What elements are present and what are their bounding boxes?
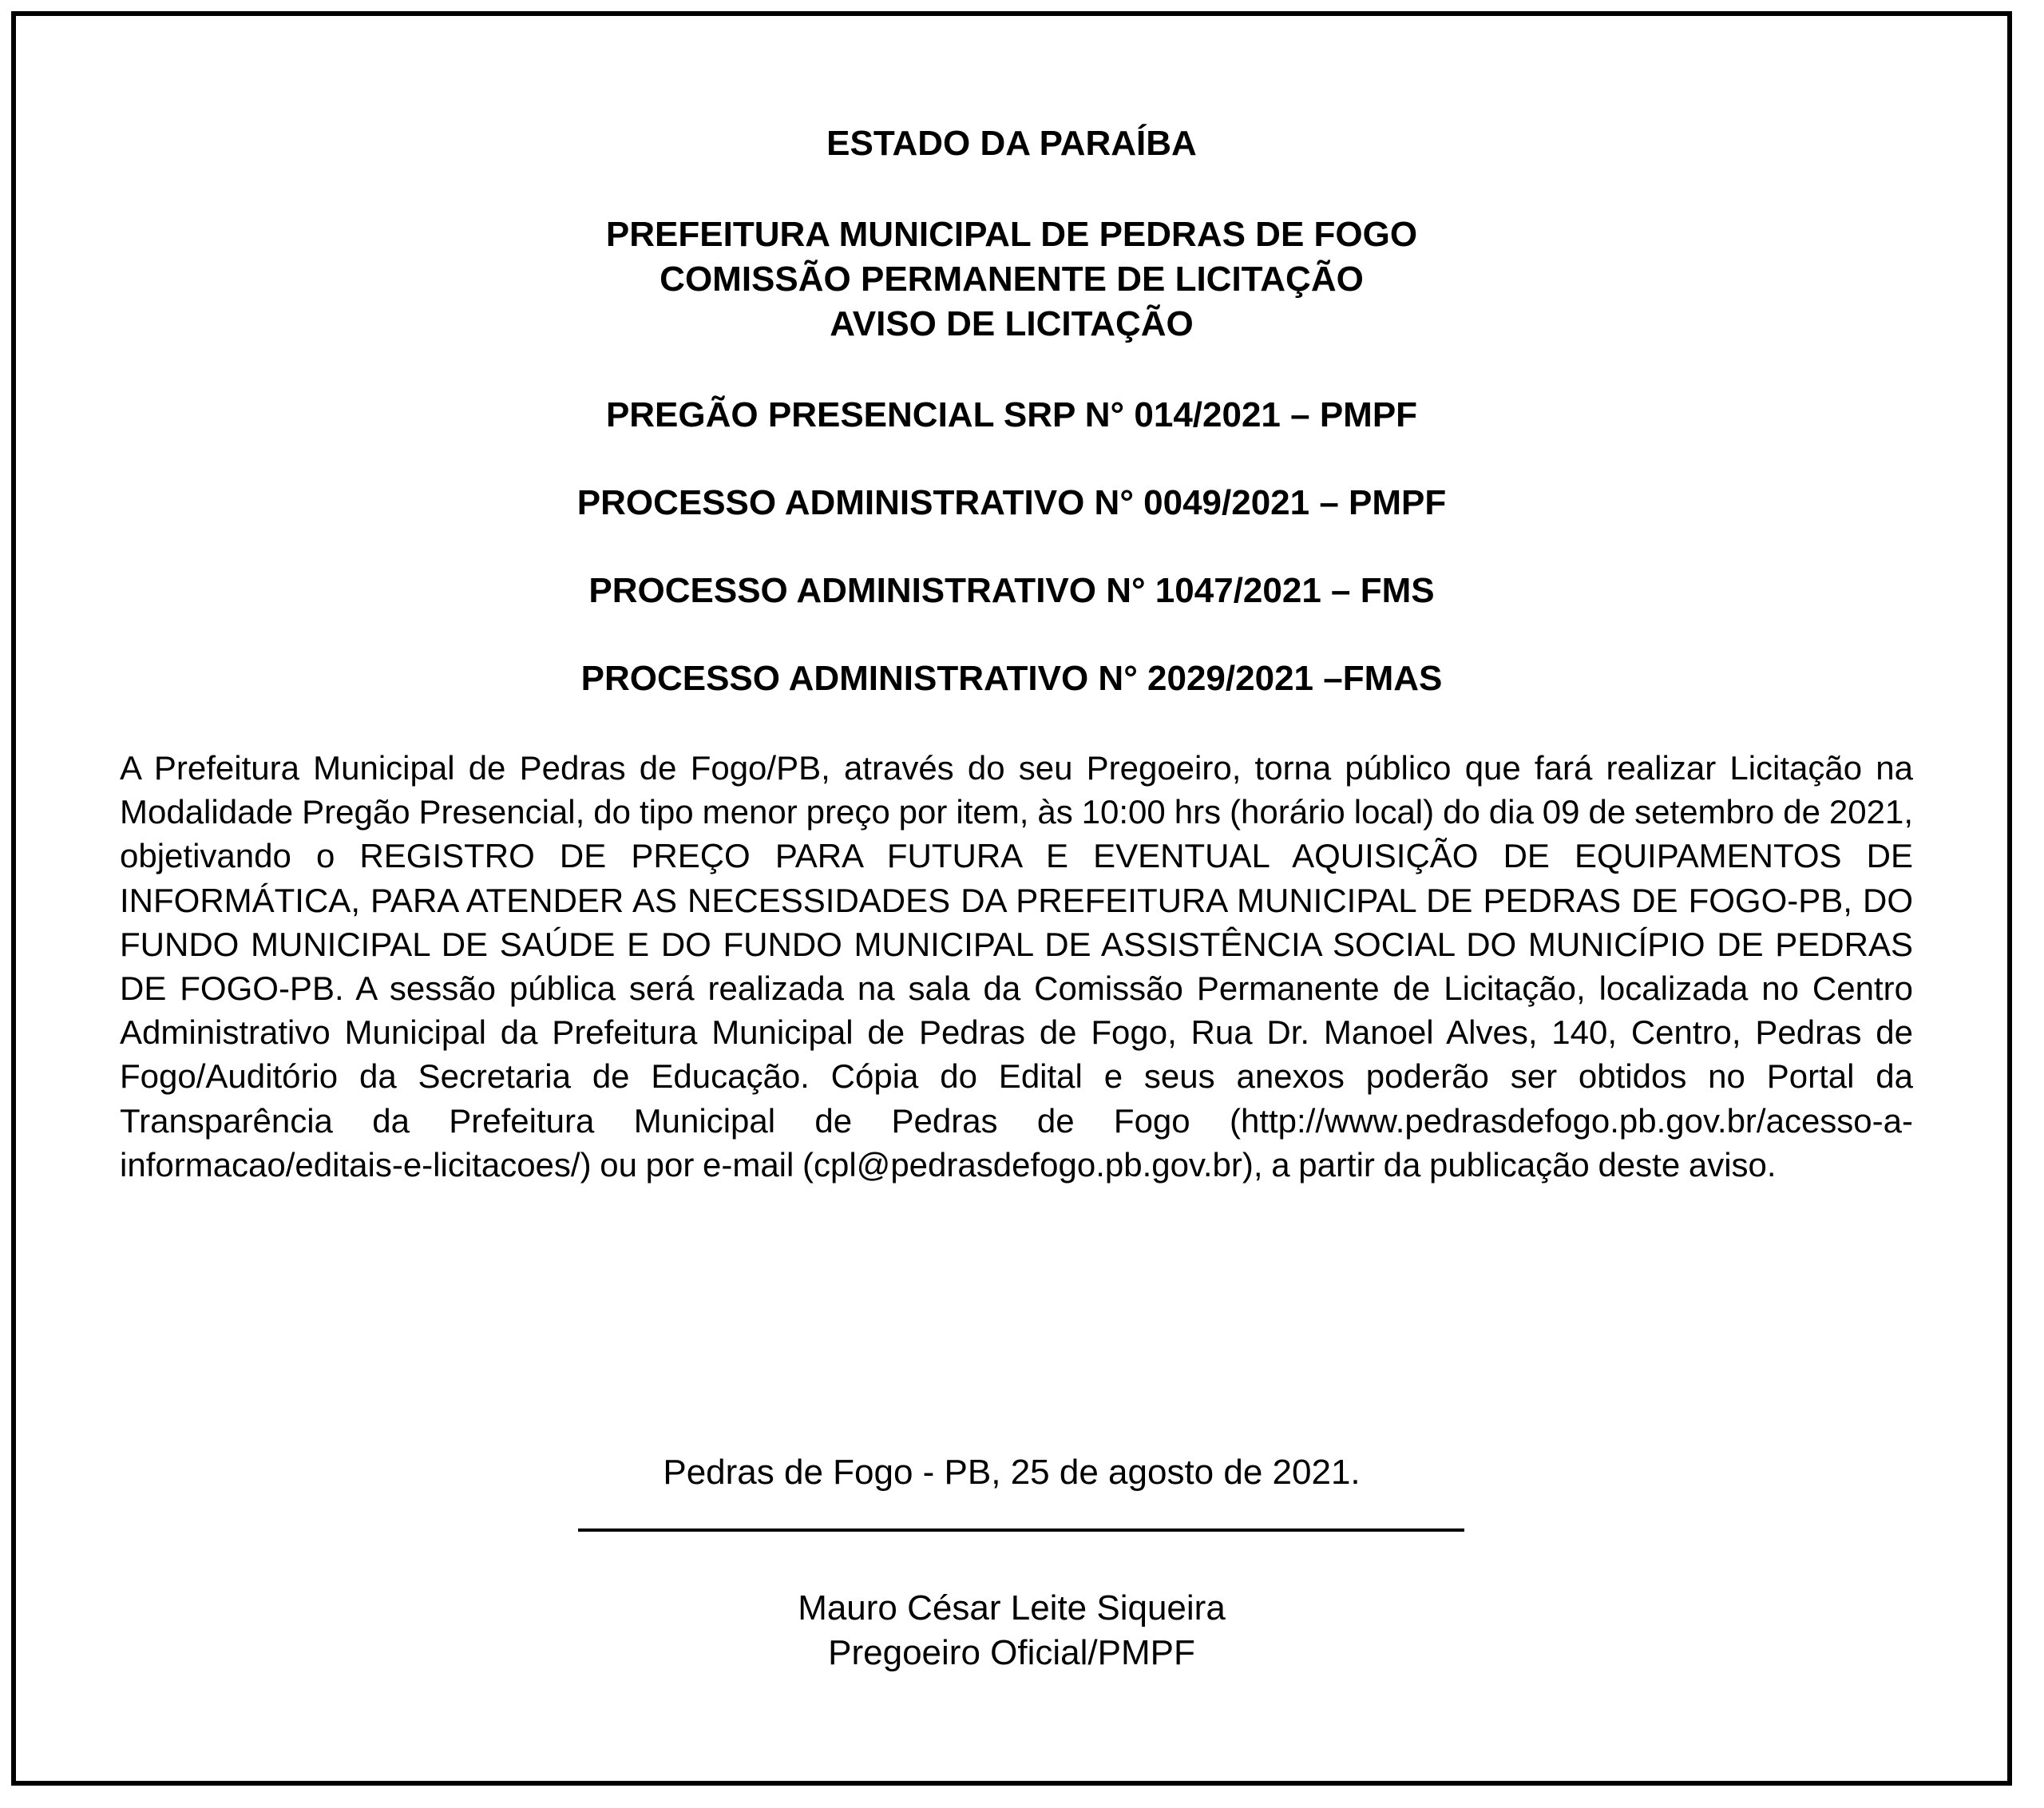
notice-frame bbox=[11, 11, 2012, 1786]
comissao-heading: COMISSÃO PERMANENTE DE LICITAÇÃO bbox=[660, 260, 1364, 299]
signer-role: Pregoeiro Oficial/PMPF bbox=[828, 1633, 1195, 1672]
prefeitura-heading: PREFEITURA MUNICIPAL DE PEDRAS DE FOGO bbox=[605, 215, 1418, 254]
aviso-heading: AVISO DE LICITAÇÃO bbox=[830, 304, 1194, 343]
processo-heading-2: PROCESSO ADMINISTRATIVO N° 1047/2021 – FMS bbox=[588, 571, 1435, 610]
signer-name: Mauro César Leite Siqueira bbox=[798, 1588, 1226, 1628]
processo-heading-3: PROCESSO ADMINISTRATIVO N° 2029/2021 –FMAS bbox=[580, 659, 1443, 698]
agency-heading-block bbox=[16, 212, 2007, 347]
signature-line bbox=[578, 1528, 1464, 1532]
state-heading: ESTADO DA PARAÍBA bbox=[826, 124, 1197, 163]
date-line: Pedras de Fogo - PB, 25 de agosto de 2021. bbox=[663, 1453, 1361, 1492]
pregao-heading: PREGÃO PRESENCIAL SRP N° 014/2021 – PMPF bbox=[605, 395, 1418, 434]
notice-body-paragraph: A Prefeitura Municipal de Pedras de Fogo/PB, através do seu Pregoeiro, torna público que fará realizar Licitação na Modalidade Pregão Presencial, do tipo menor preço por item, às 10:00 hrs (horário local) do dia 09 de setembro de 2021, objetivando o REGISTRO DE PREÇO PARA FUTURA E EVENTUAL AQUISIÇÃO DE EQUIPAMENTOS DE INFORMÁTICA, PARA ATENDER AS NECESSIDADES DA PREFEITURA MUNICIPAL DE PEDRAS DE FOGO-PB, DO FUNDO MUNICIPAL DE SAÚDE E DO FUNDO MUNICIPAL DE ASSISTÊNCIA SOCIAL DO MUNICÍPIO DE PEDRAS DE FOGO-PB. A sessão pública será realizada na sala da Comissão Permanente de Licitação, localizada no Centro Administrativo Municipal da Prefeitura Municipal de Pedras de Fogo, Rua Dr. Manoel Alves, 140, Centro, Pedras de Fogo/Auditório da Secretaria de Educação. Cópia do Edital e seus anexos poderão ser obtidos no Portal da Transparência da Prefeitura Municipal de Pedras de Fogo (http://www.pedrasdefogo.pb.gov.br/acesso-a- informacao/editais-e-licitacoes/) ou por e-mail (cpl@pedrasdefogo.pb.gov.br), a partir da publicação deste aviso. bbox=[120, 749, 1913, 1184]
processo-heading-1: PROCESSO ADMINISTRATIVO N° 0049/2021 – PMPF bbox=[576, 483, 1447, 522]
